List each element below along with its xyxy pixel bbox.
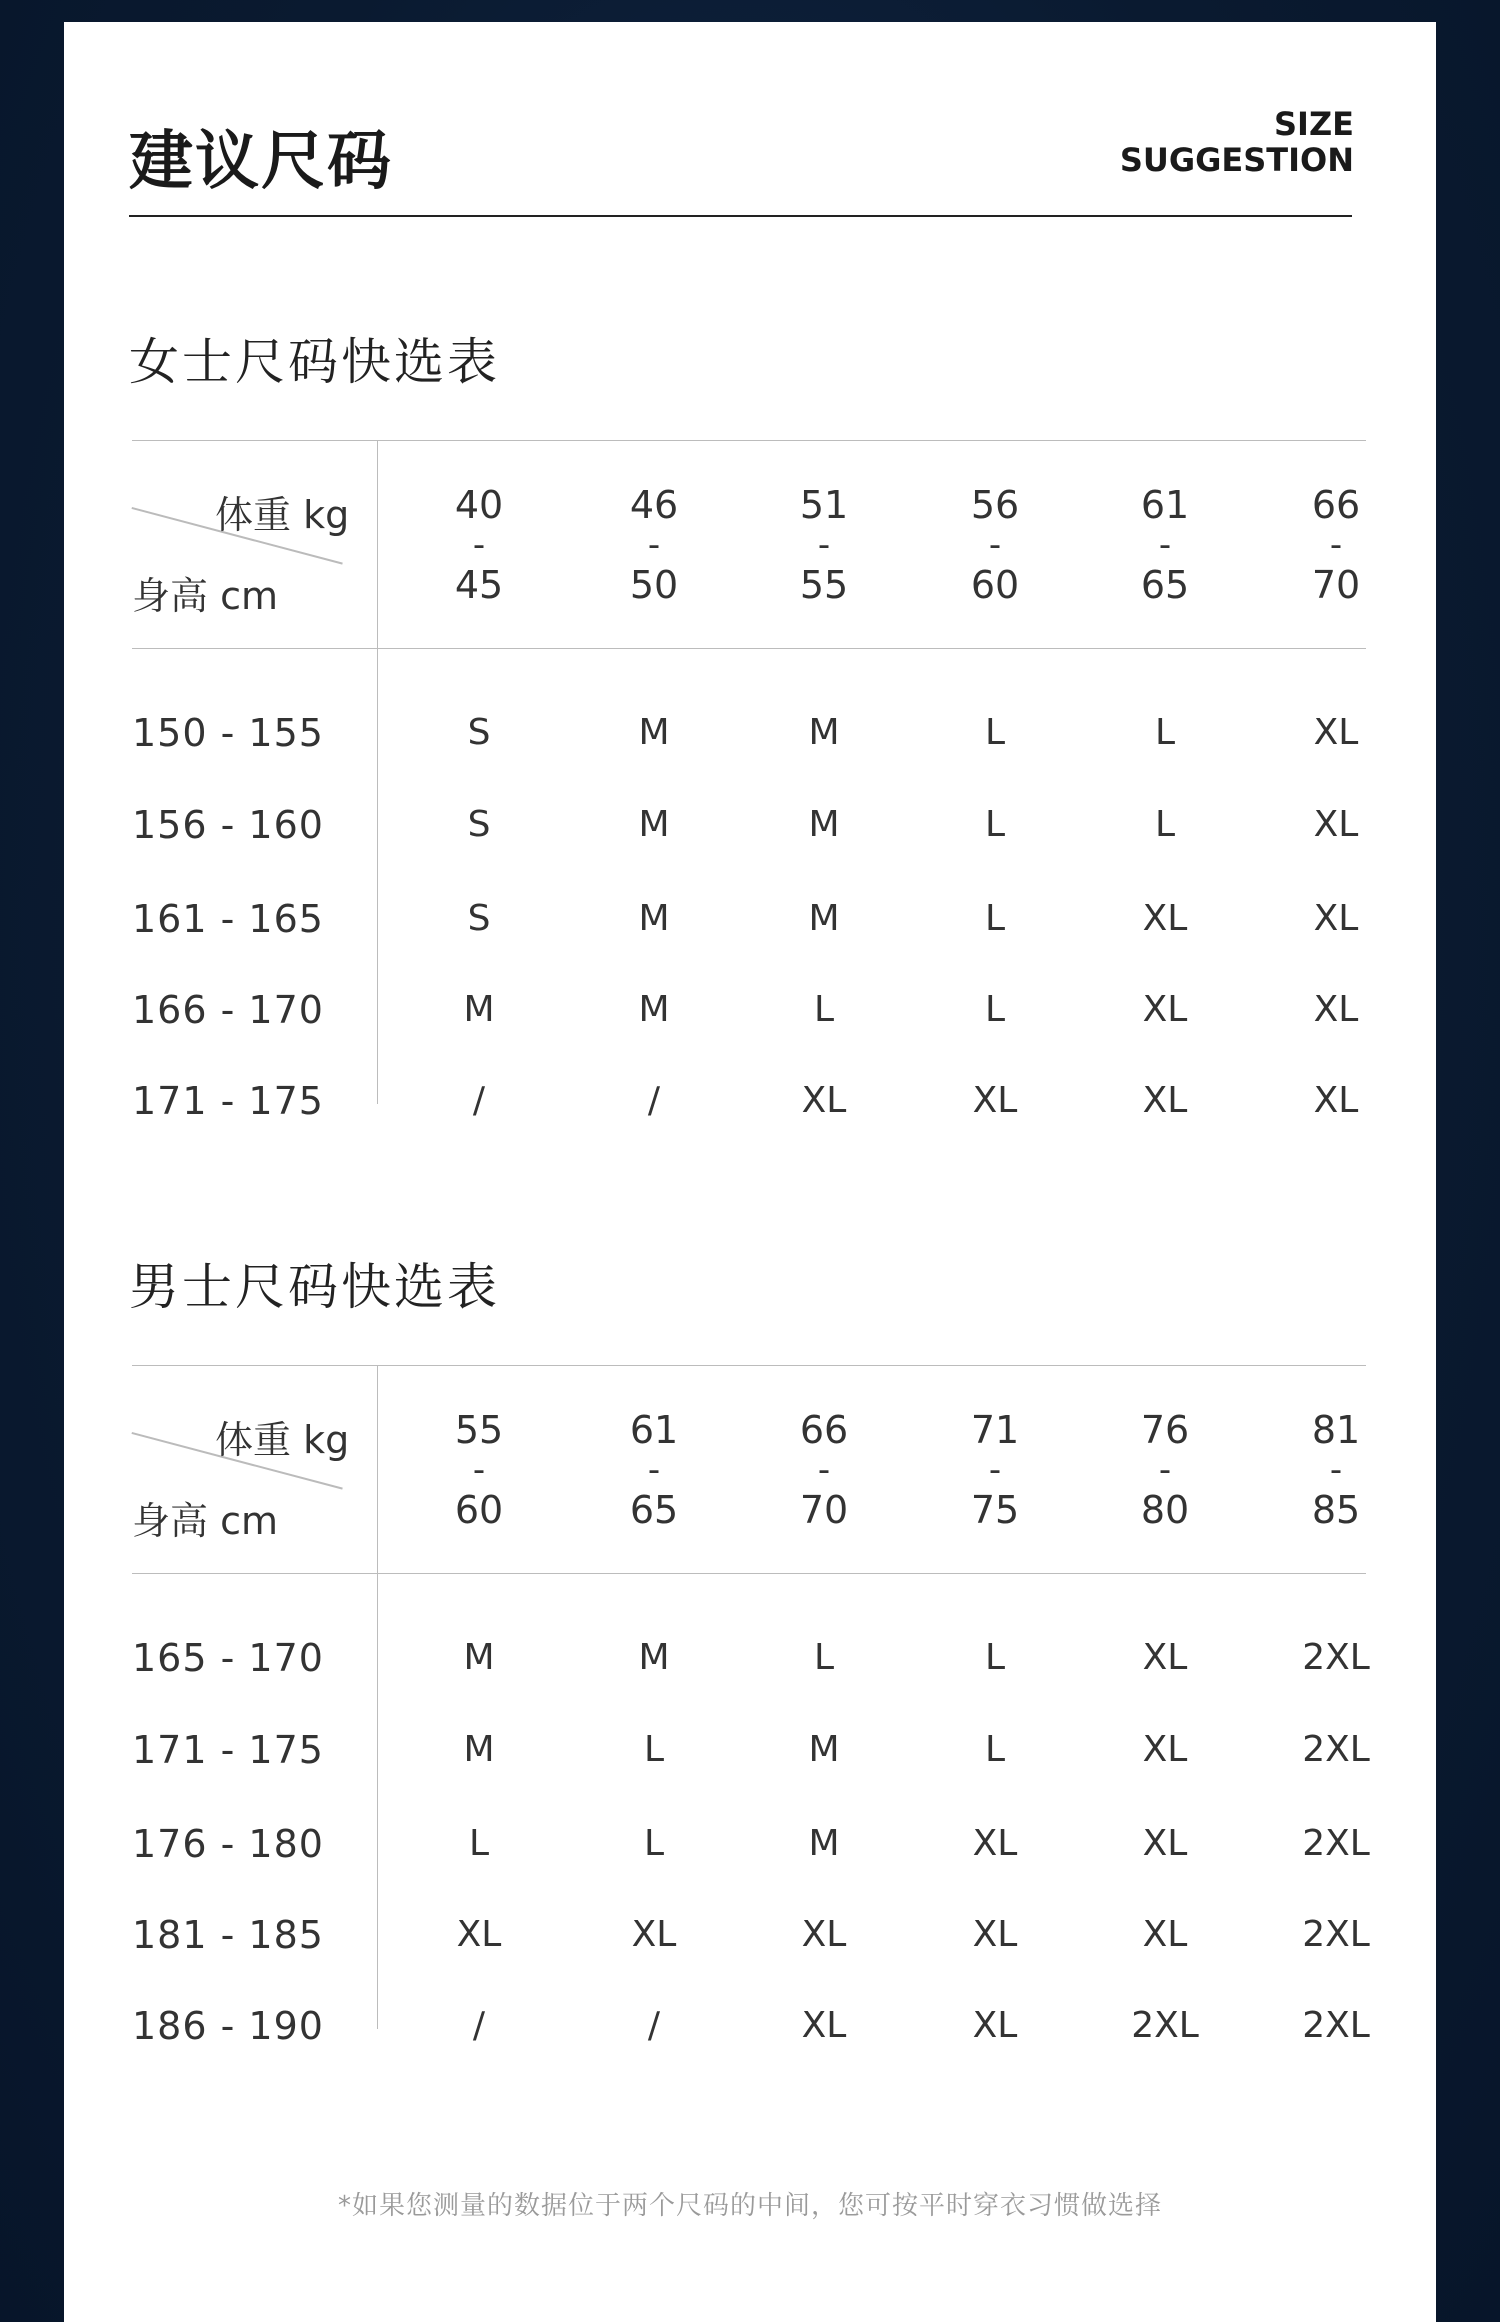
weight-range-end: 70 (1311, 563, 1361, 607)
size-cell: XL (972, 1914, 1018, 1955)
table-header-rule (132, 1573, 1366, 1574)
size-cell: M (808, 1729, 840, 1770)
size-cell: / (472, 1080, 486, 1121)
weight-range-dash: - (817, 1450, 831, 1490)
size-cell: XL (972, 2005, 1018, 2046)
weight-range-dash: - (647, 1450, 661, 1490)
size-cell: M (463, 989, 495, 1030)
weight-column-header (594, 1409, 714, 1531)
table-row (132, 2001, 1370, 2051)
weight-range-end: 60 (970, 563, 1020, 607)
size-cell: XL (1142, 1914, 1188, 1955)
weight-column-header (419, 484, 539, 606)
weight-range-dash: - (472, 525, 486, 565)
weight-column-header (764, 1409, 884, 1531)
weight-column-header (594, 484, 714, 606)
weight-range-end: 70 (799, 1488, 849, 1532)
size-cell: / (472, 2005, 486, 2046)
size-cell: M (808, 804, 840, 845)
weight-range-end: 65 (1140, 563, 1190, 607)
size-cell: M (638, 989, 670, 1030)
size-cell: XL (972, 1823, 1018, 1864)
height-range-label: 171 - 175 (132, 1728, 324, 1772)
size-cell: XL (1313, 712, 1359, 753)
weight-range-start: 81 (1311, 1408, 1361, 1452)
size-cell: M (808, 712, 840, 753)
size-guide-card (64, 22, 1436, 2322)
size-cell: M (808, 898, 840, 939)
height-axis-label: 身高 cm (132, 574, 278, 618)
weight-range-end: 75 (970, 1488, 1020, 1532)
height-range-label: 186 - 190 (132, 2004, 324, 2048)
weight-column-header (764, 484, 884, 606)
weight-range-dash: - (817, 525, 831, 565)
size-cell: XL (1142, 1637, 1188, 1678)
men-section-title: 男士尺码快选表 (129, 1258, 500, 1316)
english-title-line-2: SUGGESTION (1119, 141, 1354, 179)
height-range-label: 150 - 155 (132, 711, 324, 755)
weight-range-dash: - (647, 525, 661, 565)
size-cell: XL (1313, 989, 1359, 1030)
size-cell: XL (1142, 989, 1188, 1030)
weight-range-start: 66 (799, 1408, 849, 1452)
weight-axis-label: 体重 kg (215, 1418, 350, 1462)
size-cell: M (638, 712, 670, 753)
height-range-label: 171 - 175 (132, 1079, 324, 1123)
size-cell: L (984, 989, 1006, 1030)
size-cell: XL (972, 1080, 1018, 1121)
weight-range-dash: - (988, 1450, 1002, 1490)
size-cell: L (1154, 804, 1176, 845)
weight-range-dash: - (988, 525, 1002, 565)
table-row (132, 1076, 1366, 1126)
weight-range-end: 50 (629, 563, 679, 607)
weight-range-dash: - (1329, 1450, 1343, 1490)
table-row (132, 1819, 1370, 1869)
size-cell: L (468, 1823, 490, 1864)
women-section-title: 女士尺码快选表 (129, 333, 500, 391)
size-cell: XL (1313, 1080, 1359, 1121)
size-cell: M (638, 898, 670, 939)
weight-range-dash: - (472, 1450, 486, 1490)
height-axis-label: 身高 cm (132, 1499, 278, 1543)
weight-range-start: 61 (1140, 483, 1190, 527)
size-cell: XL (1142, 1823, 1188, 1864)
size-cell: / (647, 1080, 661, 1121)
size-cell: M (638, 1637, 670, 1678)
weight-range-start: 61 (629, 1408, 679, 1452)
table-top-rule (132, 1365, 1366, 1366)
weight-range-start: 46 (629, 483, 679, 527)
table-row (132, 1725, 1370, 1775)
weight-range-end: 80 (1140, 1488, 1190, 1532)
size-cell: M (638, 804, 670, 845)
table-row (132, 1910, 1370, 1960)
english-title (1120, 106, 1354, 178)
weight-range-dash: - (1158, 525, 1172, 565)
table-top-rule (132, 440, 1366, 441)
weight-range-end: 45 (454, 563, 504, 607)
size-cell: XL (801, 1914, 847, 1955)
weight-column-header (935, 1409, 1055, 1531)
page-title: 建议尺码 (129, 125, 393, 199)
weight-column-header (419, 1409, 539, 1531)
size-cell: S (467, 804, 491, 845)
size-cell: L (643, 1729, 665, 1770)
size-cell: XL (801, 1080, 847, 1121)
size-cell: XL (456, 1914, 502, 1955)
weight-range-start: 55 (454, 1408, 504, 1452)
english-title-line-1: SIZE (1273, 105, 1354, 143)
height-range-label: 176 - 180 (132, 1822, 324, 1866)
size-cell: S (467, 712, 491, 753)
size-cell: 2XL (1302, 1637, 1370, 1678)
size-cell: L (984, 712, 1006, 753)
footnote: *如果您测量的数据位于两个尺码的中间，您可按平时穿衣习惯做选择 (337, 2191, 1162, 2221)
size-cell: 2XL (1131, 2005, 1199, 2046)
size-cell: L (1154, 712, 1176, 753)
size-cell: / (647, 2005, 661, 2046)
size-cell: XL (1313, 804, 1359, 845)
size-cell: S (467, 898, 491, 939)
size-cell: 2XL (1302, 1729, 1370, 1770)
height-range-label: 156 - 160 (132, 803, 324, 847)
height-range-label: 166 - 170 (132, 988, 324, 1032)
header-divider (129, 215, 1352, 217)
weight-range-dash: - (1158, 1450, 1172, 1490)
size-cell: XL (801, 2005, 847, 2046)
size-cell: 2XL (1302, 1823, 1370, 1864)
weight-column-header (1105, 484, 1225, 606)
table-row (132, 985, 1366, 1035)
size-cell: XL (631, 1914, 677, 1955)
weight-range-start: 56 (970, 483, 1020, 527)
size-cell: L (643, 1823, 665, 1864)
table-row (132, 1633, 1370, 1683)
size-cell: M (463, 1729, 495, 1770)
weight-range-start: 40 (454, 483, 504, 527)
weight-axis-label: 体重 kg (215, 493, 350, 537)
size-cell: L (813, 989, 835, 1030)
weight-range-end: 85 (1311, 1488, 1361, 1532)
size-cell: L (984, 1729, 1006, 1770)
weight-column-header (935, 484, 1055, 606)
height-range-label: 165 - 170 (132, 1636, 324, 1680)
size-cell: 2XL (1302, 1914, 1370, 1955)
size-cell: L (984, 1637, 1006, 1678)
weight-column-header (1276, 1409, 1396, 1531)
height-range-label: 181 - 185 (132, 1913, 324, 1957)
weight-range-end: 55 (799, 563, 849, 607)
size-cell: 2XL (1302, 2005, 1370, 2046)
weight-range-end: 60 (454, 1488, 504, 1532)
weight-range-start: 71 (970, 1408, 1020, 1452)
weight-range-start: 51 (799, 483, 849, 527)
size-cell: M (808, 1823, 840, 1864)
weight-range-start: 66 (1311, 483, 1361, 527)
size-cell: XL (1142, 1729, 1188, 1770)
weight-column-header (1105, 1409, 1225, 1531)
table-row (132, 894, 1366, 944)
size-cell: XL (1142, 1080, 1188, 1121)
size-cell: M (463, 1637, 495, 1678)
table-row (132, 708, 1366, 758)
weight-column-header (1276, 484, 1396, 606)
weight-range-start: 76 (1140, 1408, 1190, 1452)
size-cell: XL (1142, 898, 1188, 939)
size-cell: L (813, 1637, 835, 1678)
size-cell: L (984, 898, 1006, 939)
weight-range-end: 65 (629, 1488, 679, 1532)
size-cell: L (984, 804, 1006, 845)
table-row (132, 800, 1366, 850)
table-header-rule (132, 648, 1366, 649)
height-range-label: 161 - 165 (132, 897, 324, 941)
size-cell: XL (1313, 898, 1359, 939)
weight-range-dash: - (1329, 525, 1343, 565)
